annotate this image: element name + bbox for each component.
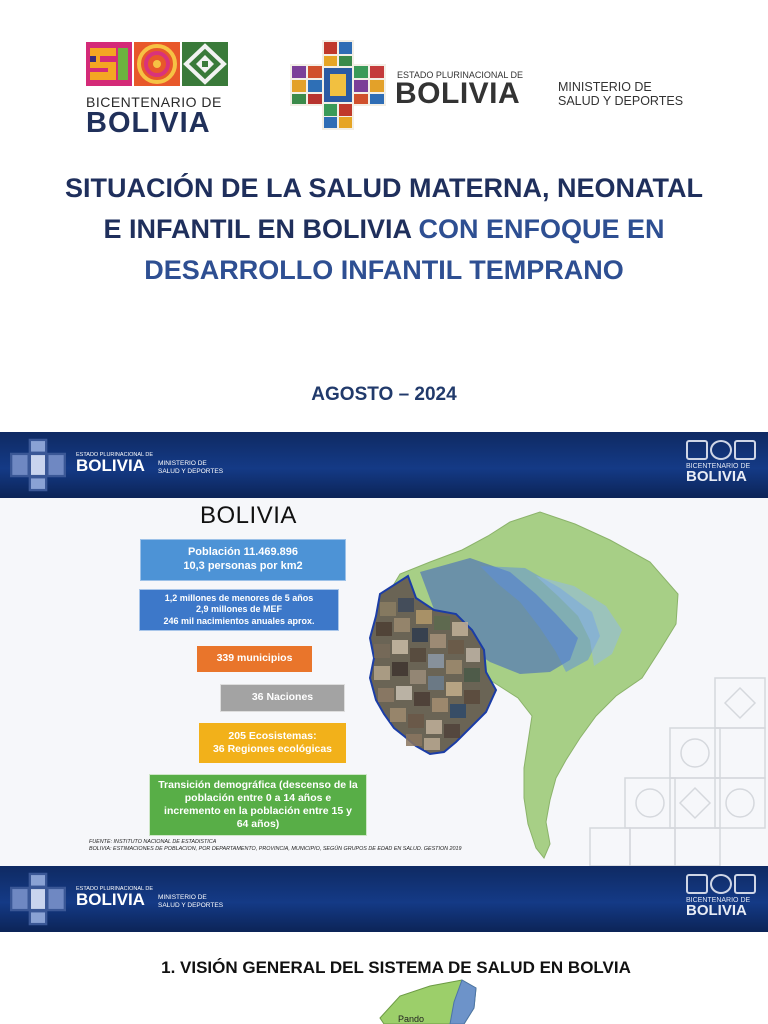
bicentenario-label: BICENTENARIO DE <box>86 94 222 110</box>
menores-box <box>139 589 339 631</box>
banner-estado-country: BOLIVIA <box>76 890 145 909</box>
estado-plurinacional-country: BOLIVIA <box>395 77 521 110</box>
south-america-map-icon <box>360 502 768 866</box>
transicion-demografica-box: Transición demográfica (descenso de la población entre 0 a 14 años e incremento en la población entre 15 y 64 años) <box>149 774 367 836</box>
health-system-slide <box>0 866 768 1024</box>
banner-diamond-icon <box>734 440 756 460</box>
banner-bicentenario-tiles <box>686 874 760 894</box>
menores-line3: 246 mil nacimientos anuales aprox. <box>163 615 315 626</box>
bicentenario-country: BOLIVIA <box>86 107 211 139</box>
municipios-box: 339 municipios <box>197 646 312 672</box>
ministerio-line1: MINISTERIO DE <box>558 80 652 94</box>
banner-chakana-icon <box>10 872 66 926</box>
slide2-banner <box>0 432 768 498</box>
banner-bicentenario-tiles <box>686 440 760 460</box>
ministerio-label <box>558 80 683 108</box>
banner-spiral-icon <box>710 440 732 460</box>
andean-pattern-decoration <box>590 678 765 866</box>
poblacion-line1: Población 11.469.896 <box>187 546 299 559</box>
bicentenario-tile-2-icon <box>86 42 132 86</box>
banner-ministerio <box>158 894 223 910</box>
presentation-title <box>60 168 708 291</box>
banner-estado-label: ESTADO PLURINACIONAL DE <box>76 452 154 458</box>
banner-tile-icon <box>686 874 708 894</box>
bolivia-overview-slide <box>0 432 768 866</box>
banner-diamond-icon <box>734 874 756 894</box>
estado-plurinacional-label: ESTADO PLURINACIONAL DE <box>397 70 524 80</box>
banner-tile-icon <box>686 440 708 460</box>
banner-bicentenario-country: BOLIVIA <box>686 902 747 919</box>
menores-line1: 1,2 millones de menores de 5 años <box>164 593 314 604</box>
estado-plurinacional-logo <box>290 40 690 130</box>
banner-bicentenario-logo <box>686 874 760 926</box>
banner-chakana-icon <box>10 438 66 492</box>
banner-bicentenario-label: BICENTENARIO DE <box>686 897 751 904</box>
banner-ministerio <box>158 460 223 476</box>
banner-spiral-icon <box>710 874 732 894</box>
source-line2: BOLIVIA: ESTIMACIONES DE POBLACION, POR DEPARTAMENTO, PROVINCIA, MUNICIPIO, SEGÚN GRUPOS DE EDAD EN SALUD. GESTION 2019 <box>89 846 462 852</box>
naciones-box: 36 Naciones <box>220 684 345 712</box>
banner-bicentenario-country: BOLIVIA <box>686 468 747 485</box>
bicentenario-tiles <box>86 42 231 86</box>
title-slide <box>0 0 768 432</box>
ministerio-line2: SALUD Y DEPORTES <box>558 94 684 108</box>
menores-line2: 2,9 millones de MEF <box>195 604 283 615</box>
slide2-heading: BOLIVIA <box>200 502 297 529</box>
banner-ministerio-line1: MINISTERIO DE <box>158 894 207 901</box>
source-line1: FUENTE: INSTITUTO NACIONAL DE ESTADISTICA <box>89 839 217 845</box>
bicentenario-logo <box>86 42 231 138</box>
slide3-banner <box>0 866 768 932</box>
banner-estado-label: ESTADO PLURINACIONAL DE <box>76 886 154 892</box>
title-highlight: CON ENFOQUE EN DESARROLLO INFANTIL TEMPRANO <box>144 214 665 285</box>
banner-estado-country: BOLIVIA <box>76 456 145 475</box>
pando-label: Pando <box>398 1014 425 1024</box>
ecosistemas-line2: 36 Regiones ecológicas <box>212 743 333 755</box>
presentation-date: AGOSTO – 2024 <box>311 384 457 405</box>
poblacion-box <box>140 539 346 581</box>
ecosistemas-line1: 205 Ecosistemas: <box>228 729 317 742</box>
poblacion-line2: 10,3 personas por km2 <box>183 560 303 572</box>
title-main: SITUACIÓN DE LA SALUD MATERNA, NEONATAL E INFANTIL EN BOLIVIA <box>65 173 703 244</box>
bicentenario-tile-spiral-icon <box>134 42 180 86</box>
banner-bicentenario-logo <box>686 440 760 492</box>
banner-bicentenario-label: BICENTENARIO DE <box>686 463 751 470</box>
banner-ministerio-line2: SALUD Y DEPORTES <box>158 468 224 475</box>
chakana-emblem-icon <box>290 40 386 130</box>
slide3-heading: 1. VISIÓN GENERAL DEL SISTEMA DE SALUD EN BOLVIA <box>161 958 631 977</box>
bolivia-departments-map-icon <box>370 978 490 1024</box>
ecosistemas-box <box>199 723 346 763</box>
source-note <box>89 839 462 853</box>
banner-ministerio-line2: SALUD Y DEPORTES <box>158 902 224 909</box>
bicentenario-tile-diamond-icon <box>182 42 228 86</box>
banner-ministerio-line1: MINISTERIO DE <box>158 460 207 467</box>
